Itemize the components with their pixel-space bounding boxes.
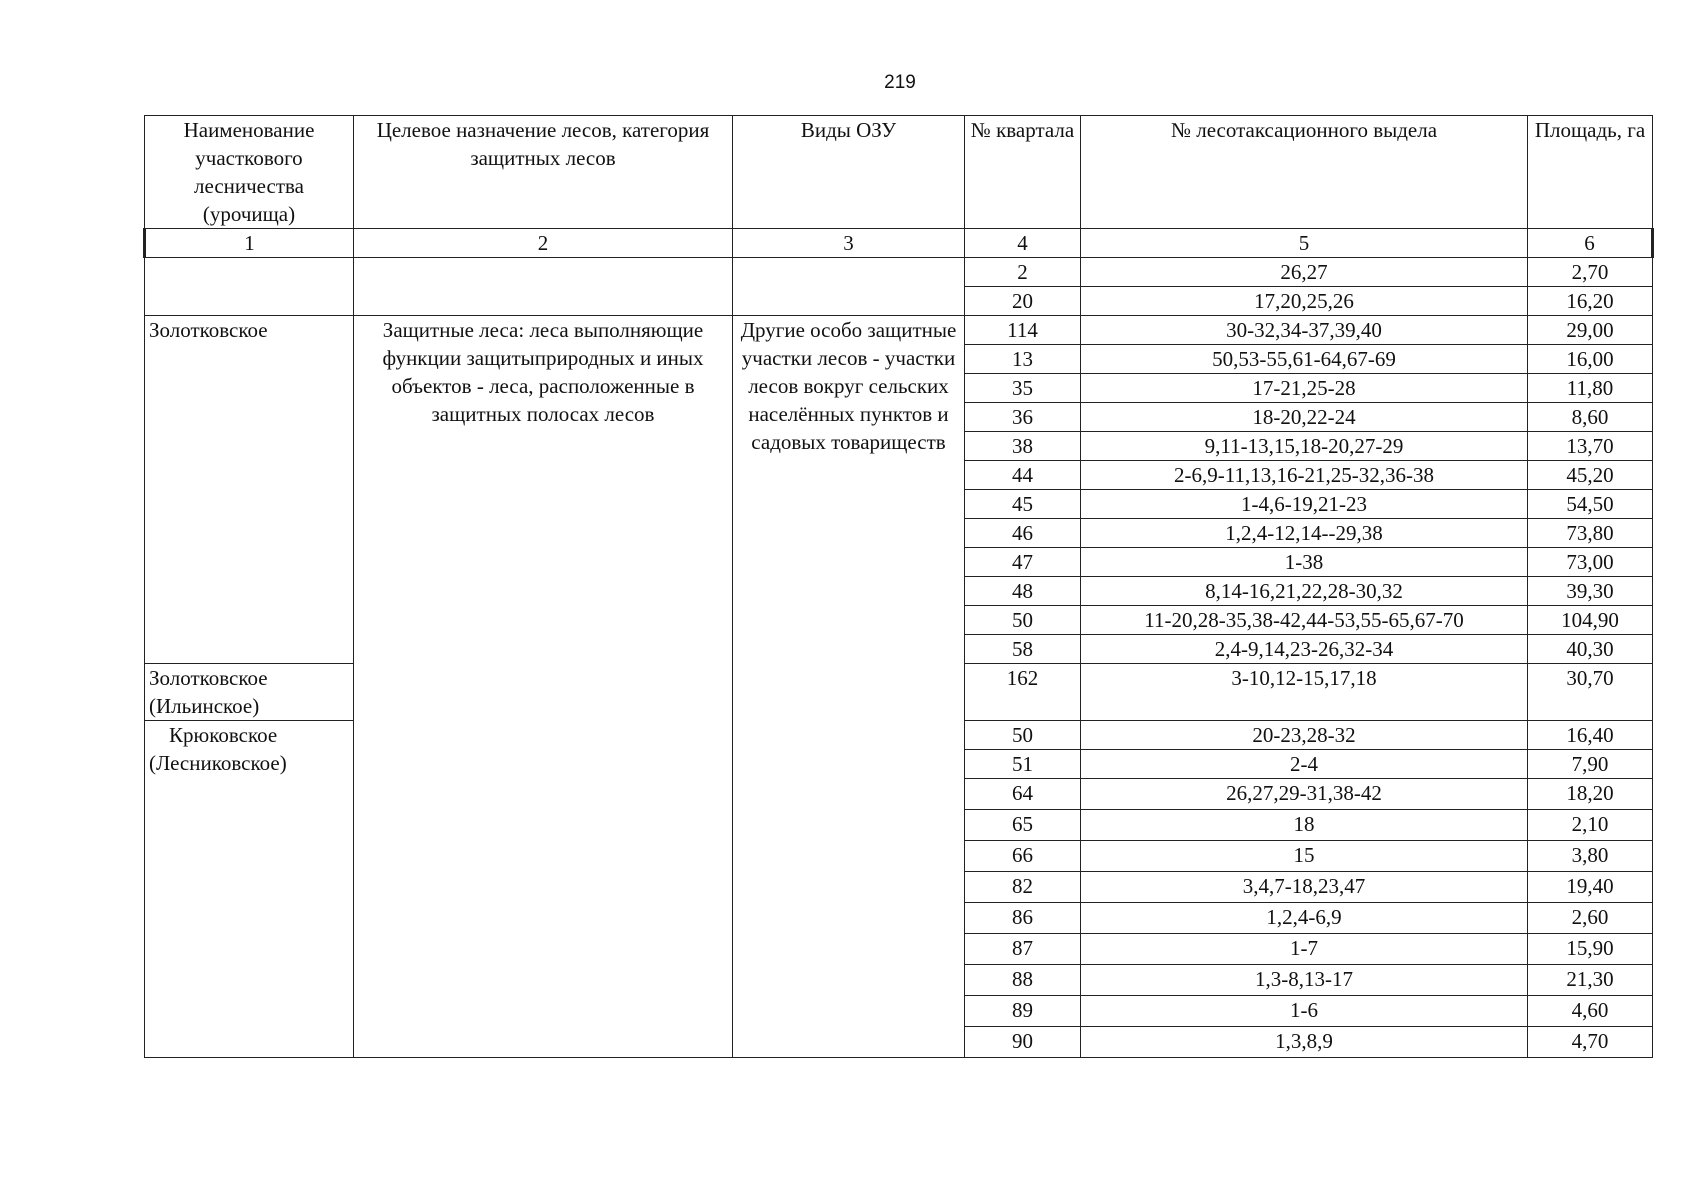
forestry-name-cell bbox=[145, 721, 354, 1058]
area-cell: 2,60 bbox=[1528, 903, 1653, 934]
ozu-type-cell: Другие особо защитные участки лесов - участки лесов вокруг сельских населённых пунктов и садовых товариществ bbox=[733, 316, 965, 1058]
area-cell: 19,40 bbox=[1528, 872, 1653, 903]
quarter-cell: 64 bbox=[965, 779, 1081, 810]
quarter-cell: 89 bbox=[965, 996, 1081, 1027]
allotment-cell: 9,11-13,15,18-20,27-29 bbox=[1081, 432, 1528, 461]
purpose-cell: Защитные леса: леса выполняющие функции защитыприродных и иных объектов - леса, расположенные в защитных полосах лесов bbox=[354, 316, 733, 1058]
quarter-cell: 86 bbox=[965, 903, 1081, 934]
header-forestry-name: Наименование участкового лесничества (урочища) bbox=[145, 116, 354, 229]
area-cell: 8,60 bbox=[1528, 403, 1653, 432]
allotment-cell: 1-38 bbox=[1081, 548, 1528, 577]
allotment-cell: 17-21,25-28 bbox=[1081, 374, 1528, 403]
quarter-cell: 38 bbox=[965, 432, 1081, 461]
allotment-cell: 2-6,9-11,13,16-21,25-32,36-38 bbox=[1081, 461, 1528, 490]
quarter-cell: 87 bbox=[965, 934, 1081, 965]
area-cell: 39,30 bbox=[1528, 577, 1653, 606]
quarter-cell: 66 bbox=[965, 841, 1081, 872]
allotment-cell: 3,4,7-18,23,47 bbox=[1081, 872, 1528, 903]
table-header-row bbox=[145, 116, 1653, 229]
quarter-cell: 46 bbox=[965, 519, 1081, 548]
allotment-cell: 26,27,29-31,38-42 bbox=[1081, 779, 1528, 810]
quarter-cell: 50 bbox=[965, 606, 1081, 635]
forestry-name-cell: Золотковское bbox=[145, 316, 354, 664]
area-cell: 16,20 bbox=[1528, 287, 1653, 316]
area-cell: 2,10 bbox=[1528, 810, 1653, 841]
column-number: 5 bbox=[1081, 229, 1528, 258]
allotment-cell: 26,27 bbox=[1081, 258, 1528, 287]
column-number-row bbox=[145, 229, 1653, 258]
allotment-cell: 1-7 bbox=[1081, 934, 1528, 965]
table-row bbox=[145, 258, 1653, 287]
allotment-cell: 1,2,4-12,14--29,38 bbox=[1081, 519, 1528, 548]
allotment-cell: 18-20,22-24 bbox=[1081, 403, 1528, 432]
column-number: 6 bbox=[1528, 229, 1653, 258]
quarter-cell: 20 bbox=[965, 287, 1081, 316]
area-cell: 2,70 bbox=[1528, 258, 1653, 287]
allotment-cell: 1,3,8,9 bbox=[1081, 1027, 1528, 1058]
column-number: 2 bbox=[354, 229, 733, 258]
allotment-cell: 1-6 bbox=[1081, 996, 1528, 1027]
quarter-cell: 13 bbox=[965, 345, 1081, 374]
quarter-cell: 2 bbox=[965, 258, 1081, 287]
allotment-cell: 50,53-55,61-64,67-69 bbox=[1081, 345, 1528, 374]
quarter-cell: 47 bbox=[965, 548, 1081, 577]
empty-cell bbox=[145, 258, 354, 316]
column-number: 3 bbox=[733, 229, 965, 258]
quarter-cell: 36 bbox=[965, 403, 1081, 432]
header-area: Площадь, га bbox=[1528, 116, 1653, 229]
forestry-name-line: (Лесниковское) bbox=[149, 751, 287, 775]
header-allotment: № лесотаксационного выдела bbox=[1081, 116, 1528, 229]
empty-cell bbox=[733, 258, 965, 316]
quarter-cell: 90 bbox=[965, 1027, 1081, 1058]
quarter-cell: 51 bbox=[965, 750, 1081, 779]
forestry-name-cell bbox=[145, 664, 354, 721]
area-cell: 15,90 bbox=[1528, 934, 1653, 965]
area-cell: 4,60 bbox=[1528, 996, 1653, 1027]
allotment-cell: 8,14-16,21,22,28-30,32 bbox=[1081, 577, 1528, 606]
forest-area-table bbox=[143, 115, 1654, 1058]
area-cell: 3,80 bbox=[1528, 841, 1653, 872]
allotment-cell: 2-4 bbox=[1081, 750, 1528, 779]
area-cell: 45,20 bbox=[1528, 461, 1653, 490]
quarter-cell: 45 bbox=[965, 490, 1081, 519]
header-purpose: Целевое назначение лесов, категория защитных лесов bbox=[354, 116, 733, 229]
quarter-cell: 58 bbox=[965, 635, 1081, 664]
area-cell: 30,70 bbox=[1528, 664, 1653, 721]
quarter-cell: 50 bbox=[965, 721, 1081, 750]
area-cell: 16,40 bbox=[1528, 721, 1653, 750]
column-number: 4 bbox=[965, 229, 1081, 258]
allotment-cell: 20-23,28-32 bbox=[1081, 721, 1528, 750]
area-cell: 29,00 bbox=[1528, 316, 1653, 345]
area-cell: 11,80 bbox=[1528, 374, 1653, 403]
allotment-cell: 30-32,34-37,39,40 bbox=[1081, 316, 1528, 345]
quarter-cell: 44 bbox=[965, 461, 1081, 490]
quarter-cell: 65 bbox=[965, 810, 1081, 841]
allotment-cell: 1,3-8,13-17 bbox=[1081, 965, 1528, 996]
area-cell: 54,50 bbox=[1528, 490, 1653, 519]
allotment-cell: 2,4-9,14,23-26,32-34 bbox=[1081, 635, 1528, 664]
allotment-cell: 11-20,28-35,38-42,44-53,55-65,67-70 bbox=[1081, 606, 1528, 635]
quarter-cell: 35 bbox=[965, 374, 1081, 403]
quarter-cell: 48 bbox=[965, 577, 1081, 606]
area-cell: 21,30 bbox=[1528, 965, 1653, 996]
empty-cell bbox=[354, 258, 733, 316]
allotment-cell: 1,2,4-6,9 bbox=[1081, 903, 1528, 934]
forestry-name-line: Золотковское bbox=[149, 666, 268, 690]
allotment-cell: 1-4,6-19,21-23 bbox=[1081, 490, 1528, 519]
area-cell: 18,20 bbox=[1528, 779, 1653, 810]
area-cell: 73,00 bbox=[1528, 548, 1653, 577]
allotment-cell: 3-10,12-15,17,18 bbox=[1081, 664, 1528, 721]
page-number: 219 bbox=[884, 72, 916, 93]
forestry-name-line: (Ильинское) bbox=[149, 694, 260, 718]
header-ozu-type: Виды ОЗУ bbox=[733, 116, 965, 229]
area-cell: 7,90 bbox=[1528, 750, 1653, 779]
quarter-cell: 162 bbox=[965, 664, 1081, 721]
table-row bbox=[145, 316, 1653, 345]
allotment-cell: 17,20,25,26 bbox=[1081, 287, 1528, 316]
quarter-cell: 82 bbox=[965, 872, 1081, 903]
area-cell: 13,70 bbox=[1528, 432, 1653, 461]
quarter-cell: 114 bbox=[965, 316, 1081, 345]
area-cell: 73,80 bbox=[1528, 519, 1653, 548]
area-cell: 104,90 bbox=[1528, 606, 1653, 635]
forestry-name-line: Крюковское bbox=[169, 723, 278, 747]
area-cell: 40,30 bbox=[1528, 635, 1653, 664]
header-quarter: № квартала bbox=[965, 116, 1081, 229]
column-number: 1 bbox=[145, 229, 354, 258]
allotment-cell: 15 bbox=[1081, 841, 1528, 872]
area-cell: 4,70 bbox=[1528, 1027, 1653, 1058]
allotment-cell: 18 bbox=[1081, 810, 1528, 841]
quarter-cell: 88 bbox=[965, 965, 1081, 996]
area-cell: 16,00 bbox=[1528, 345, 1653, 374]
